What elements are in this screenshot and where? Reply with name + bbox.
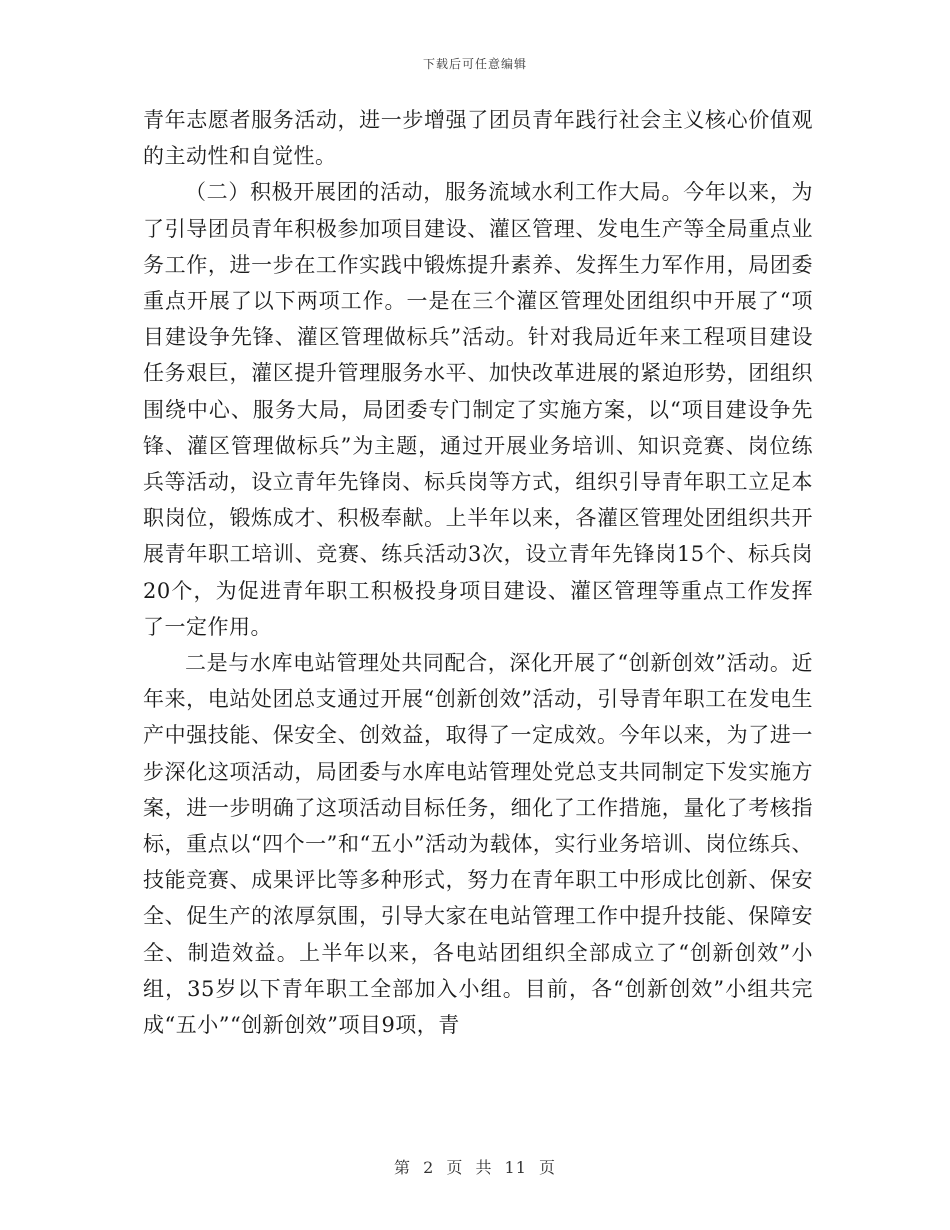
paragraph-continuation: 青年志愿者服务活动，进一步增强了团员青年践行社会主义核心价值观的主动性和自觉性。 [143, 108, 813, 169]
paragraph-innovation-activity: 二是与水库电站管理处共同配合，深化开展了“创新创效”活动。近年来，电站处团总支通过开展“创新创效”活动，引导青年职工在发电生产中强技能、保安全、创效益，取得了一定成效。今年以来，为了进一步深化这项活动，局团委与水库电站管理处党总支共同制定下发实施方案，进一步明确了这项活动目标任务，细化了工作措施，量化了考核指标，重点以“四个一”和“五小”活动为载体，实行业务培训、岗位练兵、技能竞赛、成果评比等多种形式，努力在青年职工中形成比创新、保安全、促生产的浓厚氛围，引导大家在电站管理工作中提升技能、保障安全、制造效益。上半年以来，各电站团组织全部成立了“创新创效”小组，35岁以下青年职工全部加入小组。目前，各“创新创效”小组共完成“五小”“创新创效”项目9项，青 [143, 651, 813, 1038]
page-number-footer: 第 2 页 共 11 页 [394, 1158, 556, 1177]
document-body [143, 102, 813, 1043]
paragraph-section-two: （二）积极开展团的活动，服务流域水利工作大局。今年以来，为了引导团员青年积极参加项目建设、灌区管理、发电生产等全局重点业务工作，进一步在工作实践中锻炼提升素养、发挥生力军作用，局团委重点开展了以下两项工作。一是在三个灌区管理处团组织中开展了“项目建设争先锋、灌区管理做标兵”活动。针对我局近年来工程项目建设任务艰巨，灌区提升管理服务水平、加快改革进展的紧迫形势，团组织围绕中心、服务大局，局团委专门制定了实施方案，以“项目建设争先锋、灌区管理做标兵”为主题，通过开展业务培训、知识竞赛、岗位练兵等活动，设立青年先锋岗、标兵岗等方式，组织引导青年职工立足本职岗位，锻炼成才、积极奉献。上半年以来，各灌区管理处团组织共开展青年职工培训、竞赛、练兵活动3次，设立青年先锋岗15个、标兵岗20个，为促进青年职工积极投身项目建设、灌区管理等重点工作发挥了一定作用。 [143, 180, 813, 639]
page-header-note: 下载后可任意编辑 [422, 57, 527, 71]
